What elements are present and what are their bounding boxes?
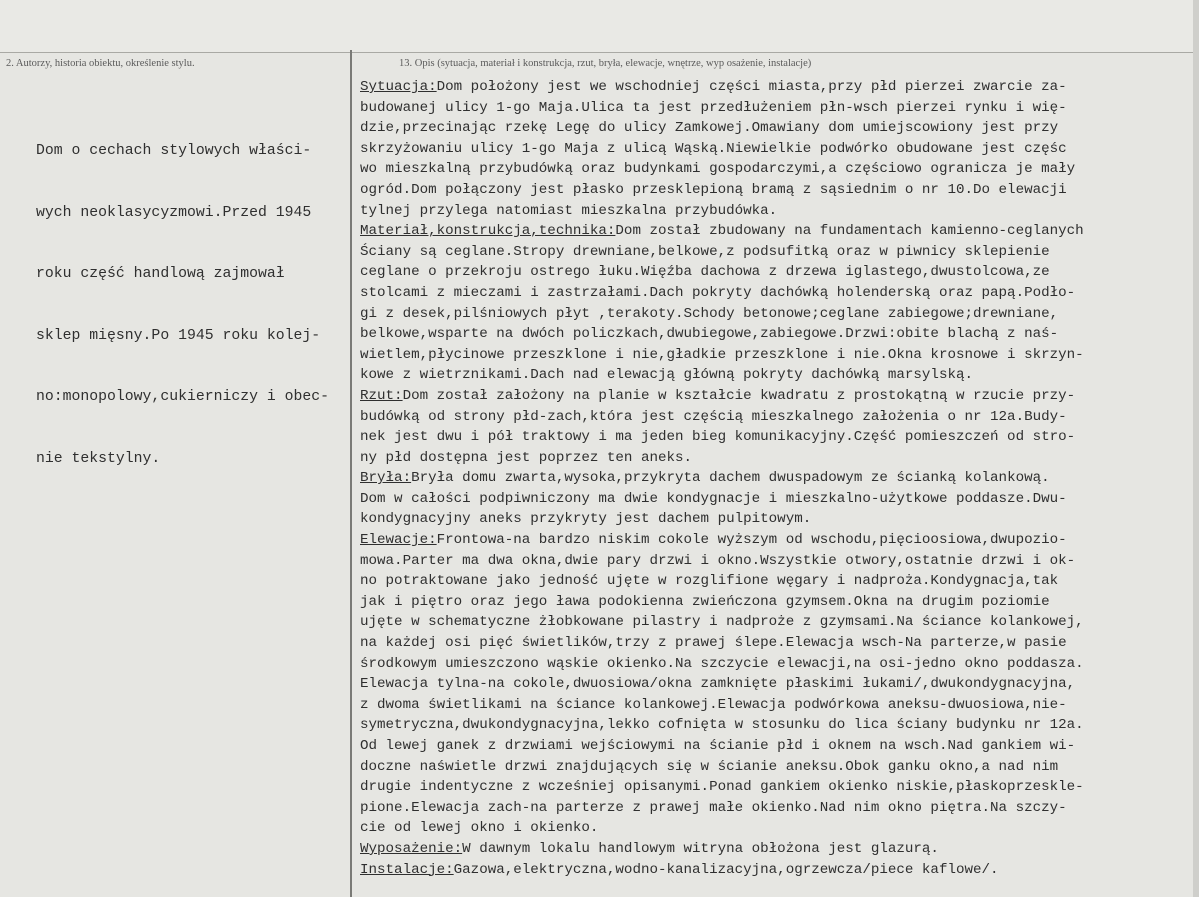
- description-line: [360, 777, 1192, 798]
- description-line-text: kondygnacyjny aneks przykryty jest dachem pulpitowym.: [360, 511, 812, 528]
- description-line-text: Frontowa-na bardzo niskim cokole wyższym od wschodu,pięcioosiowa,dwupozio-: [436, 532, 1067, 549]
- description-line-text: jak i piętro oraz jego ława podokienna zwieńczona gzymsem.Okna na drugim poziomie: [360, 593, 1050, 610]
- description-text: [360, 77, 1192, 880]
- description-line-text: Dom położony jest we wschodniej części miasta,przy płd pierzei zwarcie za-: [436, 79, 1067, 95]
- description-line-text: budówką od strony płd-zach,która jest częścią mieszkalnego założenia o nr 12a.Budy-: [360, 408, 1067, 425]
- history-line: nie tekstylny.: [36, 450, 161, 467]
- description-line-text: mowa.Parter ma dwa okna,dwie pary drzwi i okno.Wszystkie otwory,ostatnie drzwi i ok-: [360, 552, 1076, 569]
- history-line: Dom o cechach stylowych właści-: [36, 143, 312, 159]
- description-line: [360, 695, 1192, 716]
- description-line: [360, 448, 1192, 469]
- description-line-text: pione.Elewacja zach-na parterze z prawej małe okienko.Nad nim okno piętra.Na szczy-: [360, 799, 1067, 816]
- description-line-text: Dom w całości podpiwniczony ma dwie kondygnacje i mieszkalno-użytkowe poddasze.Dwu-: [360, 490, 1067, 507]
- description-line: [360, 612, 1192, 633]
- description-line: [360, 715, 1192, 736]
- description-line: [360, 757, 1192, 778]
- description-line: [360, 736, 1192, 757]
- description-line: [360, 242, 1192, 263]
- section-label: Bryła:: [360, 470, 412, 487]
- section-label: Rzut:: [360, 387, 403, 404]
- description-line-text: z dwoma świetlikami na ściance kolankowej.Elewacja podwórkowa aneksu-dwuosiowa,nie-: [360, 696, 1067, 713]
- description-line-text: wo mieszkalną przybudówką oraz budynkami gospodarczymi,a częściowo ogranicza je mały: [360, 161, 1076, 178]
- description-line: [360, 592, 1192, 613]
- description-line-text: na każdej osi pięć świetlików,trzy z prawej ślepe.Elewacja wsch-Na parterze,w pasie: [360, 635, 1067, 652]
- description-line: [360, 468, 1192, 489]
- description-line: [360, 509, 1192, 530]
- description-line-text: ujęte w schematyczne żłobkowane pilastry i nadproże z gzymsami.Na ściance kolankowej,: [360, 614, 1084, 631]
- section-label: Instalacje:: [360, 861, 454, 878]
- section-label: Wyposażenie:: [360, 840, 463, 857]
- section-label: Materiał,konstrukcja,technika:: [360, 223, 616, 240]
- description-line-text: Gazowa,elektryczna,wodno-kanalizacyjna,ogrzewcza/piece kaflowe/.: [453, 861, 999, 878]
- description-line: [360, 407, 1192, 428]
- description-line-text: ceglane o przekroju ostrego łuku.Więźba dachowa z drzewa iglastego,dwustolcowa,ze: [360, 264, 1050, 281]
- history-line: sklep mięsny.Po 1945 roku kolej-: [36, 327, 321, 344]
- description-line-text: ny płd dostępna jest poprzez ten aneks.: [360, 449, 693, 466]
- description-line-text: symetryczna,dwukondygnacyjna,lekko cofnięta w stosunku do lica ściany budynku nr 12a.: [360, 717, 1084, 734]
- form-header-band: [0, 0, 1199, 53]
- description-line: [360, 159, 1192, 180]
- description-line-text: drugie indentyczne z wcześniej opisanymi.Ponad gankiem okienko niskie,płaskoprzeskle-: [360, 779, 1084, 796]
- section-label: Elewacje:: [360, 532, 437, 549]
- description-line-text: dzie,przecinając rzekę Legę do ulicy Zamkowej.Omawiany dom umiejscowiony jest przy: [360, 120, 1059, 137]
- description-line-text: środkowym umieszczono wąskie okienko.Na szczycie elewacji,na osi-jedno okno poddasza.: [360, 655, 1084, 672]
- history-line: no:monopolowy,cukierniczy i obec-: [36, 389, 330, 405]
- description-line: [360, 283, 1192, 304]
- description-line: [360, 530, 1192, 551]
- description-line: [360, 551, 1192, 572]
- description-line: [360, 489, 1192, 510]
- description-line-text: W dawnym lokalu handlowym witryna obłożona jest glazurą.: [462, 840, 939, 857]
- left-column-heading: 2. Autorzy, historia obiektu, określenie stylu.: [6, 58, 195, 69]
- description-line: [360, 77, 1192, 98]
- description-line-text: kowe z wietrznikami.Dach nad elewacją główną pokryty dachówką marsylską.: [360, 367, 973, 384]
- description-line: [360, 860, 1192, 881]
- description-line-text: belkowe,wsparte na dwóch policzkach,dwubiegowe,zabiegowe.Drzwi:obite blachą z naś-: [360, 326, 1059, 343]
- description-line: [360, 98, 1192, 119]
- description-line-text: tylnej przylega natomiast mieszkalna przybudówka.: [360, 202, 778, 219]
- description-line: [360, 386, 1192, 407]
- description-line: [360, 839, 1192, 860]
- description-line: [360, 818, 1192, 839]
- description-line: [360, 633, 1192, 654]
- description-line-text: stolcami z mieczami i zastrzałami.Dach pokryty dachówką holenderską oraz papą.Podło-: [360, 284, 1076, 301]
- description-line: [360, 118, 1192, 139]
- description-line: [360, 798, 1192, 819]
- section-label: Sytuacja:: [360, 79, 437, 95]
- description-line: [360, 654, 1192, 675]
- description-line: [360, 201, 1192, 222]
- history-line: roku część handlową zajmował: [36, 266, 285, 282]
- history-text: [36, 100, 336, 490]
- description-line-text: Od lewej ganek z drzwiami wejściowymi na ścianie płd i oknem na wsch.Nad gankiem wi-: [360, 738, 1076, 754]
- description-line-text: Dom został założony na planie w kształcie kwadratu z prostokątną w rzucie przy-: [402, 387, 1076, 404]
- description-line-text: doczne naświetle drzwi znajdujących się w ścianie aneksu.Obok ganku okno,a nad nim: [360, 758, 1059, 775]
- description-line-text: Dom został zbudowany na fundamentach kamienno-ceglanych: [615, 223, 1084, 240]
- description-line: [360, 674, 1192, 695]
- history-line: wych neoklasycyzmowi.Przed 1945: [36, 204, 312, 221]
- description-line-text: Ściany są ceglane.Stropy drewniane,belkowe,z podsufitką oraz w piwnicy sklepienie: [360, 243, 1050, 260]
- description-line-text: nek jest dwu i pół traktowy i ma jeden bieg komunikacyjny.Część pomieszczeń od stro-: [360, 429, 1076, 446]
- description-line-text: no potraktowane jako jedność ujęte w rozglifione węgary i nadproża.Kondygnacja,tak: [360, 573, 1059, 590]
- description-line-text: wietlem,płycinowe przeszklone i nie,gładkie przeszklone i nie.Okna krosnowe i skrzyn-: [360, 346, 1084, 363]
- description-line-text: Bryła domu zwarta,wysoka,przykryta dachem dwuspadowym ze ścianką kolankową.: [411, 470, 1050, 487]
- description-line: [360, 365, 1192, 386]
- page-edge: [1193, 0, 1199, 897]
- description-line: [360, 324, 1192, 345]
- description-line: [360, 180, 1192, 201]
- description-line-text: gi z desek,pilśniowych płyt ,terakoty.Schody betonowe;ceglane zabiegowe;drewniane,: [360, 305, 1059, 322]
- description-line: [360, 304, 1192, 325]
- description-line-text: skrzyżowaniu ulicy 1-go Maja z ulicą Wąską.Niewielkie podwórko obudowane jest częśc: [360, 140, 1067, 157]
- description-line: [360, 427, 1192, 448]
- description-line-text: budowanej ulicy 1-go Maja.Ulica ta jest przedłużeniem płn-wsch pierzei rynku i wię-: [360, 99, 1067, 116]
- right-column-heading: 13. Opis (sytuacja, materiał i konstrukcja, rzut, bryła, elewacje, wnętrze, wyp osażenie, instalacje): [399, 58, 812, 69]
- description-line: [360, 221, 1192, 242]
- column-divider: [350, 50, 352, 897]
- description-line-text: ogród.Dom połączony jest płasko przesklepioną bramą z sąsiednim o nr 10.Do elewacji: [360, 181, 1067, 198]
- description-line: [360, 139, 1192, 160]
- description-line: [360, 345, 1192, 366]
- description-line: [360, 262, 1192, 283]
- description-line-text: cie od lewej okno i okienko.: [360, 820, 599, 837]
- description-line: [360, 571, 1192, 592]
- description-line-text: Elewacja tylna-na cokole,dwuosiowa/okna zamknięte płaskimi łukami/,dwukondygnacyjna,: [360, 676, 1076, 693]
